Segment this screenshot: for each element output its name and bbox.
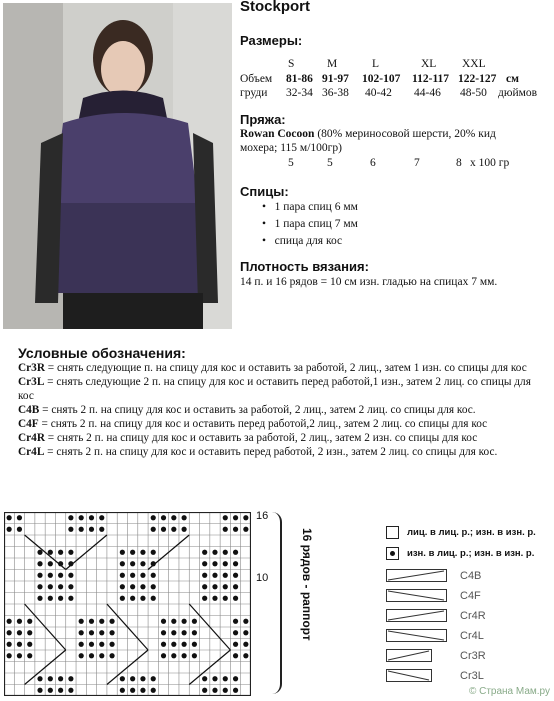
purl-dot [151,550,156,555]
purl-dot [79,630,84,635]
purl-dot [130,573,135,578]
size-row1-xxl: 122-127 [458,73,497,85]
purl-dot [89,653,94,658]
purl-dot [212,573,217,578]
purl-dot [68,676,73,681]
abbrev-code: Cr4R [18,432,45,444]
purl-dot [89,527,94,532]
purl-dot [37,584,42,589]
purl-dot [58,573,63,578]
purl-dot [171,630,176,635]
chart-row-mid: 10 [256,572,269,584]
purl-dot [79,527,84,532]
purl-dot [17,619,22,624]
purl-dot [233,527,238,532]
purl-dot [37,688,42,693]
purl-dot [79,619,84,624]
cable-symbol-icon [386,629,448,643]
purl-dot [243,630,248,635]
purl-dot [182,527,187,532]
purl-dot [202,550,207,555]
purl-dot [171,527,176,532]
purl-dot [130,676,135,681]
purl-dot [109,619,114,624]
purl-dot [140,584,145,589]
yarn-qty-m: 5 [327,157,333,169]
purl-dot [171,642,176,647]
purl-dot [89,619,94,624]
size-row1-xl: 112-117 [412,73,450,85]
purl-dot [202,561,207,566]
purl-dot [130,561,135,566]
purl-dot [223,676,228,681]
purl-dot [161,642,166,647]
abbrev-heading: Условные обозначения: [18,345,186,361]
purl-dot [233,573,238,578]
dot-square-icon [386,547,399,560]
size-row2-xxl: 48-50 [460,87,487,99]
abbrev-item [18,375,538,403]
purl-dot [99,527,104,532]
purl-dot [212,561,217,566]
purl-dot [99,515,104,520]
purl-dot [17,515,22,520]
purl-dot [223,561,228,566]
yarn-qty-xxl: 8 [456,157,462,169]
purl-dot [192,630,197,635]
cable-symbol-icon [386,669,448,683]
purl-dot [171,619,176,624]
purl-dot [89,630,94,635]
key-row-dot [386,542,550,564]
plain-square-icon [386,526,399,539]
key-row-cable [386,586,526,606]
purl-dot [223,515,228,520]
purl-dot [161,653,166,658]
size-m: M [327,58,338,70]
purl-dot [99,630,104,635]
purl-dot [151,596,156,601]
abbrev-text: = снять 2 п. на спицу для кос и оставить перед работой,2 лиц., затем 2 лиц. со спицы для кос [38,418,488,430]
purl-dot [151,527,156,532]
purl-dot [37,561,42,566]
purl-dot [151,515,156,520]
purl-dot [68,550,73,555]
cable-symbol-icon [386,609,448,623]
purl-dot [140,561,145,566]
abbrev-code: Cr4L [18,446,45,458]
purl-dot [109,630,114,635]
purl-dot [243,515,248,520]
purl-dot [99,653,104,658]
purl-dot [58,584,63,589]
size-s: S [288,58,295,70]
purl-dot [223,573,228,578]
needles-heading: Спицы: [240,184,289,199]
yarn-line1 [240,128,496,141]
purl-dot [151,688,156,693]
purl-dot [120,584,125,589]
abbrev-text: = снять 2 п. на спицу для кос и оставить перед работой, 2 изн., затем 2 лиц. со спицы для кос. [44,446,498,458]
purl-dot [48,596,53,601]
purl-dot [233,642,238,647]
purl-dot [151,676,156,681]
gauge-text: 14 п. и 16 рядов = 10 см изн. гладью на спицах 7 мм. [240,276,498,288]
purl-dot [202,573,207,578]
abbrev-item [18,361,538,375]
purl-dot [7,527,12,532]
purl-dot [130,584,135,589]
purl-dot [140,596,145,601]
yarn-qty-l: 6 [370,157,376,169]
size-row2-s: 32-34 [286,87,313,99]
abbrev-list [18,361,538,459]
purl-dot [212,676,217,681]
purl-dot [151,573,156,578]
cable-symbol-icon [386,589,448,603]
cable-symbol-stroke [388,671,429,680]
sizes-heading: Размеры: [240,33,303,48]
yarn-qty-suffix: x 100 гр [470,157,510,169]
purl-dot [202,584,207,589]
purl-dot [7,619,12,624]
purl-dot [233,561,238,566]
cable-symbol-stroke [388,631,444,640]
purl-dot [37,550,42,555]
purl-dot [161,515,166,520]
purl-dot [58,550,63,555]
size-xxl: XXL [462,58,486,70]
purl-dot [140,573,145,578]
purl-dot [233,630,238,635]
key-row-cable [386,666,526,686]
purl-dot [182,619,187,624]
cable-symbol-stroke [388,611,444,620]
purl-dot [37,573,42,578]
purl-dot [212,550,217,555]
purl-dot [243,619,248,624]
purl-dot [27,619,32,624]
knitting-chart [4,512,251,696]
cable-symbol-stroke [388,651,429,660]
purl-dot [223,688,228,693]
size-row2-l: 40-42 [365,87,392,99]
purl-dot [120,688,125,693]
yarn-qty-s: 5 [288,157,294,169]
purl-dot [48,676,53,681]
chart-row-top: 16 [256,510,269,522]
size-row1-s: 81-86 [286,73,313,85]
chart-key [386,522,550,564]
key-row-cable [386,566,526,586]
purl-dot [212,688,217,693]
purl-dot [89,642,94,647]
purl-dot [68,584,73,589]
purl-dot [161,527,166,532]
abbrev-text: = снять следующие 2 п. на спицу для кос и оставить перед работой,1 изн., затем 2 лиц. со спицы для кос [18,376,531,402]
purl-dot [120,561,125,566]
chart-side-label: 16 рядов - раппорт [300,528,314,641]
purl-dot [109,642,114,647]
purl-dot [161,619,166,624]
yarn-qty-xl: 7 [414,157,420,169]
purl-dot [58,676,63,681]
size-row1-m: 91-97 [322,73,349,85]
purl-dot [68,573,73,578]
purl-dot [140,676,145,681]
key-row-plain [386,522,550,542]
purl-dot [48,550,53,555]
purl-dot [233,584,238,589]
purl-dot [7,653,12,658]
purl-dot [140,550,145,555]
abbrev-text: = снять следующие п. на спицу для кос и оставить за работой, 2 лиц., затем 1 изн. со спицы для кос [44,362,527,374]
chart-bracket [268,512,282,694]
purl-dot [68,596,73,601]
key-row-cable [386,646,526,666]
size-l: L [372,58,380,70]
purl-dot [192,653,197,658]
abbrev-item [18,417,538,431]
purl-dot [192,619,197,624]
purl-dot [48,688,53,693]
purl-dot [37,676,42,681]
cable-symbol-icon [386,569,448,583]
purl-dot [7,515,12,520]
key-dot-label: изн. в лиц. р.; изн. в изн. р. [407,547,535,559]
cable-symbol-label: Cr3L [460,670,484,682]
purl-dot [27,630,32,635]
purl-dot [182,642,187,647]
purl-dot [48,573,53,578]
cable-symbol-stroke [388,591,444,600]
purl-dot [99,642,104,647]
purl-dot [243,527,248,532]
size-xl: XL [421,58,437,70]
needle-item: • 1 пара спиц 7 мм [262,218,358,230]
purl-dot [171,515,176,520]
purl-dot [223,527,228,532]
purl-dot [192,642,197,647]
purl-dot [223,550,228,555]
purl-dot [182,515,187,520]
size-row2-unit: дюймов [498,87,538,99]
needle-item-2: 1 пара спиц 7 мм [274,218,358,230]
purl-dot [130,688,135,693]
cable-symbol-label: C4F [460,590,481,602]
purl-dot [212,596,217,601]
purl-dot [171,653,176,658]
purl-dot [17,630,22,635]
purl-dot [202,676,207,681]
key-row-cable [386,606,526,626]
abbrev-code: Cr3L [18,376,45,388]
purl-dot [120,596,125,601]
purl-dot [161,630,166,635]
pattern-title: Stockport [240,0,311,15]
purl-dot [233,619,238,624]
purl-dot [120,550,125,555]
purl-dot [58,688,63,693]
yarn-heading: Пряжа: [240,112,286,127]
purl-dot [27,653,32,658]
purl-dot [243,642,248,647]
abbrev-code: C4F [18,418,39,430]
model-photo [3,3,232,329]
cable-symbol-label: C4B [460,570,482,582]
size-row2-label: груди [240,87,268,99]
purl-dot [48,561,53,566]
abbrev-item [18,431,538,445]
abbrev-code: Cr3R [18,362,45,374]
purl-dot [27,642,32,647]
yarn-brand: Rowan Cocoon [240,128,315,140]
purl-dot [17,653,22,658]
purl-dot [223,584,228,589]
purl-dot [58,596,63,601]
abbrev-item [18,403,538,417]
purl-dot [182,653,187,658]
key-plain-label: лиц. в лиц. р.; изн. в изн. р. [407,526,536,538]
purl-dot [202,688,207,693]
purl-dot [130,550,135,555]
cable-key-list [386,566,526,686]
cable-symbol-label: Cr4R [460,610,486,622]
purl-dot [233,676,238,681]
size-row1-label: Объем [240,73,273,85]
purl-dot [130,596,135,601]
purl-dot [202,596,207,601]
purl-dot [89,515,94,520]
purl-dot [233,596,238,601]
purl-dot [68,515,73,520]
yarn-composition: (80% мериносовой шерсти, 20% кид [314,128,496,140]
needle-item-1: 1 пара спиц 6 мм [274,201,358,213]
purl-dot [109,653,114,658]
abbrev-text: = снять 2 п. на спицу для кос и оставить за работой, 2 лиц., затем 2 изн. со спицы для кос [44,432,478,444]
purl-dot [120,676,125,681]
purl-dot [79,653,84,658]
abbrev-item [18,445,538,459]
size-row1-l: 102-107 [362,73,401,85]
purl-dot [120,573,125,578]
cable-symbol-label: Cr4L [460,630,484,642]
cable-symbol-label: Cr3R [460,650,486,662]
size-row1-unit: см [506,73,519,85]
watermark: © Страна Мам.ру [468,686,550,697]
size-row2-xl: 44-46 [414,87,441,99]
key-row-cable [386,626,526,646]
purl-dot [68,527,73,532]
needle-item-3: спица для кос [274,235,343,247]
purl-dot [212,584,217,589]
abbrev-text: = снять 2 п. на спицу для кос и оставить за работой, 2 лиц., затем 2 лиц. со спицы для кос. [39,404,476,416]
size-row2-m: 36-38 [322,87,349,99]
purl-dot [140,688,145,693]
abbrev-code: C4B [18,404,40,416]
purl-dot [233,515,238,520]
purl-dot [233,688,238,693]
purl-dot [182,630,187,635]
purl-dot [68,688,73,693]
purl-dot [99,619,104,624]
purl-dot [7,642,12,647]
purl-dot [17,527,22,532]
purl-dot [223,596,228,601]
purl-dot [48,584,53,589]
purl-dot [37,596,42,601]
purl-dot [233,653,238,658]
purl-dot [233,550,238,555]
yarn-line2: мохера; 115 м/100гр) [240,142,342,154]
purl-dot [79,642,84,647]
purl-dot [243,653,248,658]
cable-symbol-icon [386,649,448,663]
needle-item: • 1 пара спиц 6 мм [262,201,358,213]
gauge-heading: Плотность вязания: [240,259,369,274]
purl-dot [17,642,22,647]
purl-dot [151,584,156,589]
purl-dot [7,630,12,635]
cable-symbol-stroke [388,571,444,580]
needle-item: • спица для кос [262,235,343,247]
purl-dot [79,515,84,520]
